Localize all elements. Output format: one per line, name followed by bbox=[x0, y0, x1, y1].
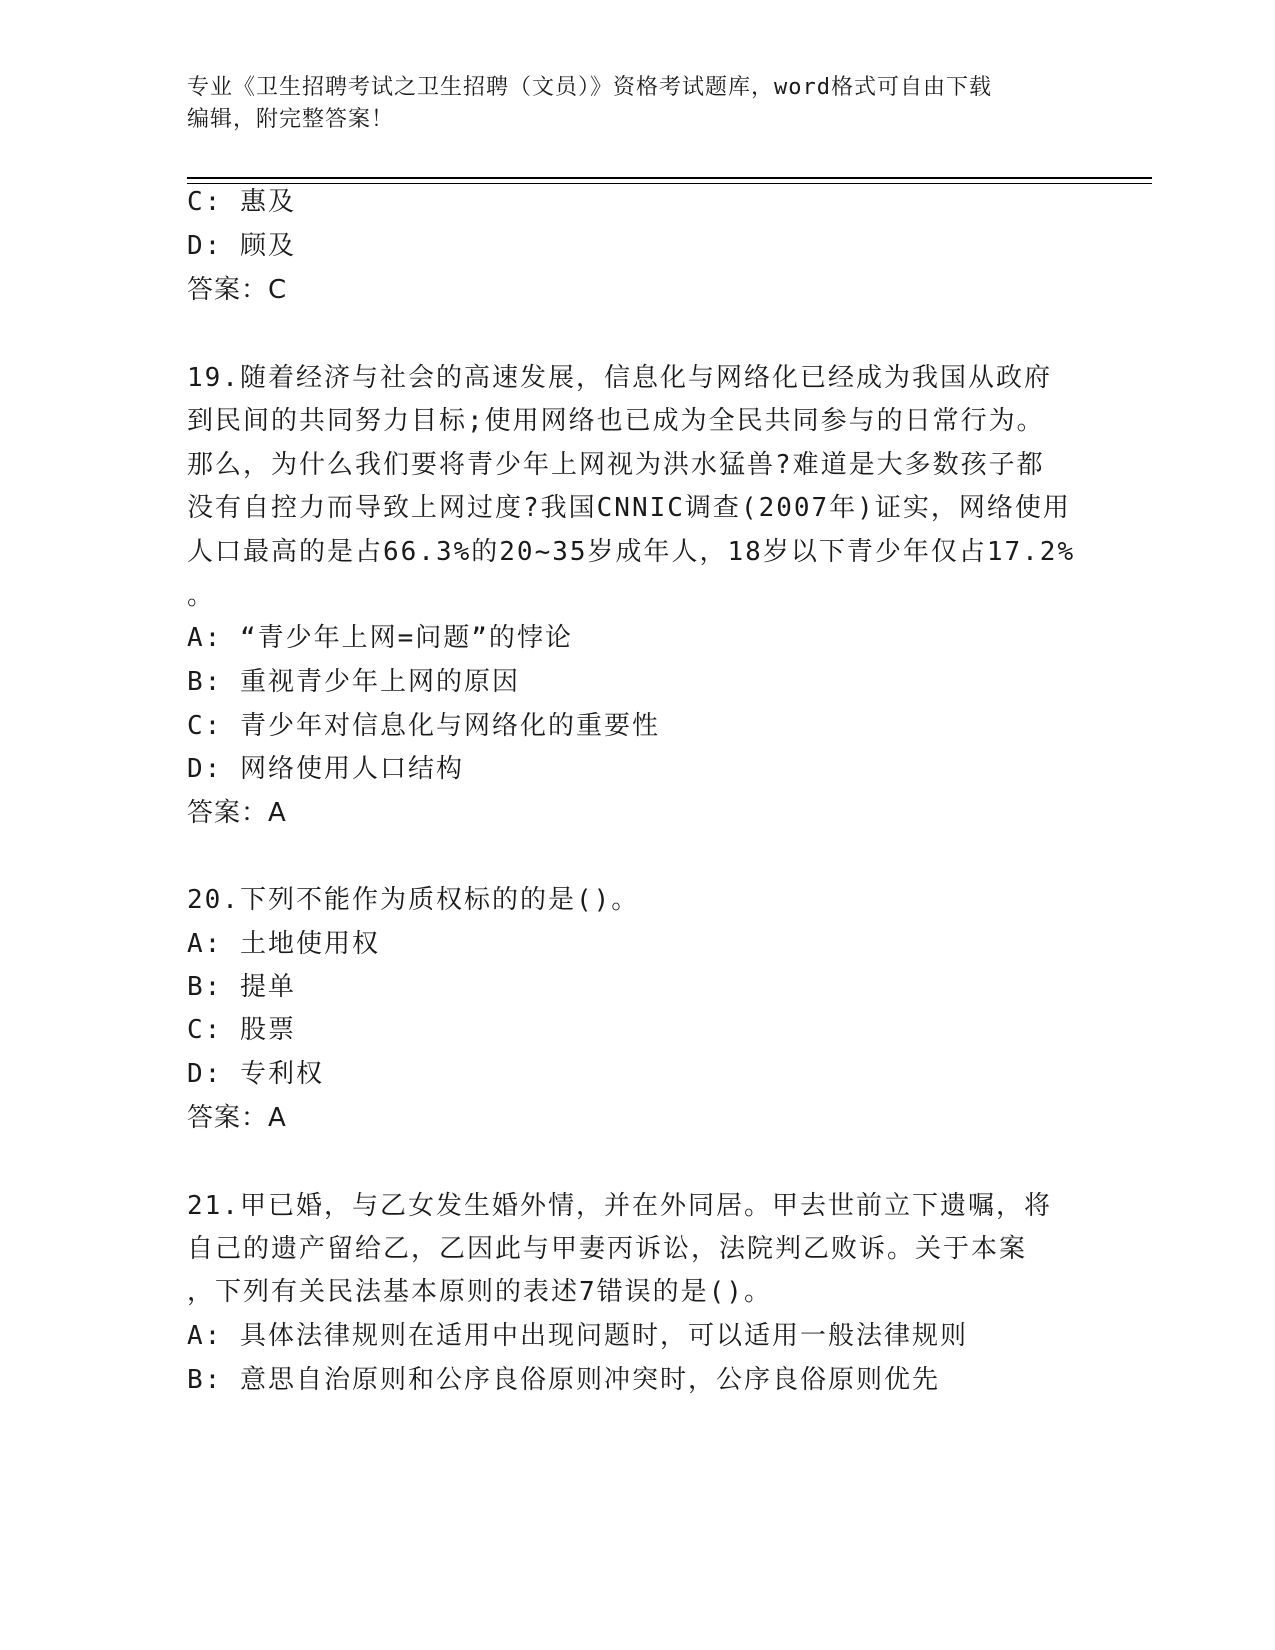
q19-stem-line-2: 到民间的共同努力目标;使用网络也已成为全民共同参与的日常行为。 bbox=[187, 406, 1045, 436]
q20-option-a: A: 土地使用权 bbox=[187, 929, 380, 959]
prev-answer: 答案：C bbox=[187, 275, 288, 305]
q19-option-d: D: 网络使用人口结构 bbox=[187, 754, 464, 784]
page-header bbox=[187, 72, 1087, 136]
q19-stem-line-4: 没有自控力而导致上网过度?我国CNNIC调查(2007年)证实，网络使用 bbox=[187, 493, 1071, 523]
q19-stem-line-5: 人口最高的是占66.3%的20~35岁成年人，18岁以下青少年仅占17.2% bbox=[187, 537, 1076, 567]
q21-stem-line-1: 21.甲已婚，与乙女发生婚外情，并在外同居。甲去世前立下遗嘱，将 bbox=[187, 1191, 1052, 1221]
q19-option-c: C: 青少年对信息化与网络化的重要性 bbox=[187, 711, 660, 741]
header-rule-thick bbox=[187, 177, 1152, 179]
q21-stem-line-2: 自己的遗产留给乙，乙因此与甲妻丙诉讼，法院判乙败诉。关于本案 bbox=[187, 1234, 1028, 1264]
q21-option-b: B: 意思自治原则和公序良俗原则冲突时，公序良俗原则优先 bbox=[187, 1365, 940, 1395]
q19-option-a: A: “青少年上网=问题”的悖论 bbox=[187, 623, 573, 653]
q19-answer: 答案：A bbox=[187, 798, 287, 828]
q20-stem: 20.下列不能作为质权标的的是()。 bbox=[187, 885, 640, 915]
q19-stem-line-3: 那么，为什么我们要将青少年上网视为洪水猛兽?难道是大多数孩子都 bbox=[187, 450, 1045, 480]
header-line-1: 专业《卫生招聘考试之卫生招聘（文员）》资格考试题库，word格式可自由下载 bbox=[187, 75, 992, 100]
q19-option-b: B: 重视青少年上网的原因 bbox=[187, 667, 520, 697]
q21-stem-line-3: ，下列有关民法基本原则的表述7错误的是()。 bbox=[187, 1277, 772, 1307]
header-rule-thin bbox=[187, 183, 1152, 184]
q20-answer: 答案：A bbox=[187, 1103, 287, 1133]
q20-option-b: B: 提单 bbox=[187, 972, 296, 1002]
prev-option-c: C: 惠及 bbox=[187, 187, 296, 217]
q19-stem-line-6: 。 bbox=[187, 581, 216, 611]
q19-stem-line-1: 19.随着经济与社会的高速发展，信息化与网络化已经成为我国从政府 bbox=[187, 363, 1052, 393]
prev-option-d: D: 顾及 bbox=[187, 231, 296, 261]
q20-option-d: D: 专利权 bbox=[187, 1059, 324, 1089]
q20-option-c: C: 股票 bbox=[187, 1015, 296, 1045]
q21-option-a: A: 具体法律规则在适用中出现问题时，可以适用一般法律规则 bbox=[187, 1321, 968, 1351]
header-line-2: 编辑，附完整答案！ bbox=[187, 107, 395, 132]
